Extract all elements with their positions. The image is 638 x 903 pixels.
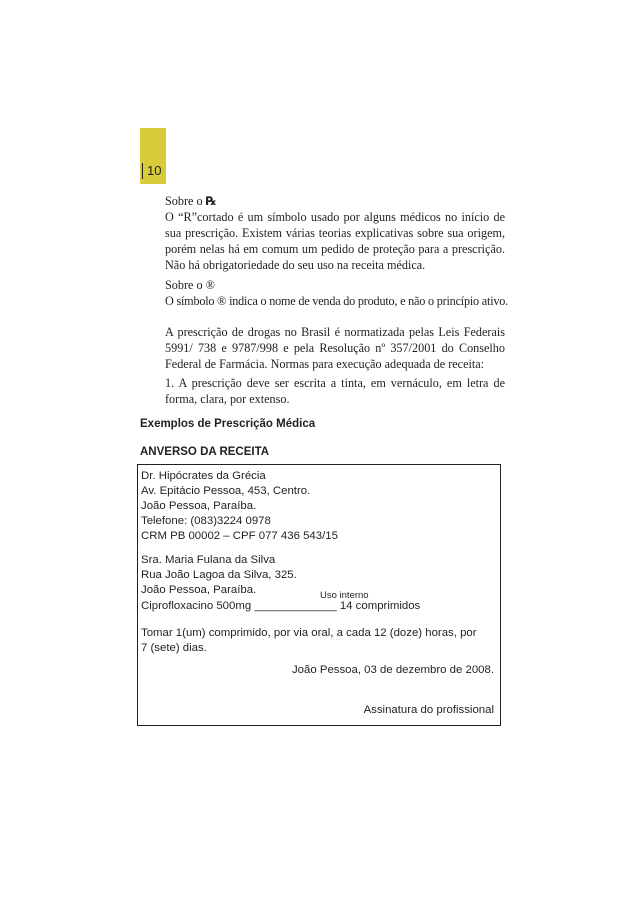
rule1-text: 1. A prescrição deve ser escrita a tinta, em vernáculo, em letra de forma, clara, por extenso. <box>165 376 505 406</box>
rx-symbol-heading <box>165 193 505 209</box>
legislation-section <box>165 324 505 372</box>
examples-heading: Exemplos de Prescrição Médica <box>140 418 316 430</box>
registered-text: O símbolo ® indica o nome de venda do produto, e não o princípio ativo. <box>165 294 509 308</box>
place-date: João Pessoa, 03 de dezembro de 2008. <box>291 664 494 676</box>
doctor-address: Av. Epitácio Pessoa, 453, Centro. <box>141 485 311 497</box>
rx-heading-text: Sobre o <box>165 194 203 208</box>
use-label: Uso interno <box>320 590 369 601</box>
doctor-phone: Telefone: (083)3224 0978 <box>141 515 271 527</box>
doctor-name: Dr. Hipócrates da Grécia <box>141 470 266 482</box>
signature-label: Assinatura do profissional <box>363 704 494 716</box>
prescription-box <box>137 464 501 726</box>
registered-section <box>165 277 509 309</box>
instructions-line-1: Tomar 1(um) comprimido, por via oral, a cada 12 (doze) horas, por <box>141 627 477 639</box>
registered-heading: Sobre o ® <box>165 278 215 292</box>
rx-symbol-section <box>165 193 505 273</box>
rx-symbol-icon: ℞ <box>205 194 217 208</box>
legislation-text: A prescrição de drogas no Brasil é normatizada pelas Leis Federais 5991/ 738 e 9787/998 e pela Resolução nº 357/2001 do Conselho Federal de Farmácia. Normas para execução adequada de receita: <box>165 325 505 371</box>
patient-address: Rua João Lagoa da Silva, 325. <box>141 569 297 581</box>
rule1-section <box>165 375 505 407</box>
medication-line: Ciprofloxacino 500mg _____________ 14 comprimidos <box>141 600 421 612</box>
patient-name: Sra. Maria Fulana da Silva <box>141 554 276 566</box>
doctor-city: João Pessoa, Paraíba. <box>141 500 257 512</box>
doctor-crm: CRM PB 00002 – CPF 077 436 543/15 <box>141 530 338 542</box>
rx-symbol-text: O “R”cortado é um símbolo usado por alguns médicos no início de sua prescrição. Existem várias teorias explicativas sobre sua origem, porém nelas há em comum um pedido de proteção para a prescrição. Não há obrigatoriedade do seu uso na receita médica. <box>165 210 505 272</box>
anverso-heading: ANVERSO DA RECEITA <box>140 446 270 458</box>
instructions-line-2: 7 (sete) dias. <box>141 642 207 654</box>
page-number: 10 <box>142 163 161 179</box>
patient-city: João Pessoa, Paraíba. <box>141 584 257 596</box>
